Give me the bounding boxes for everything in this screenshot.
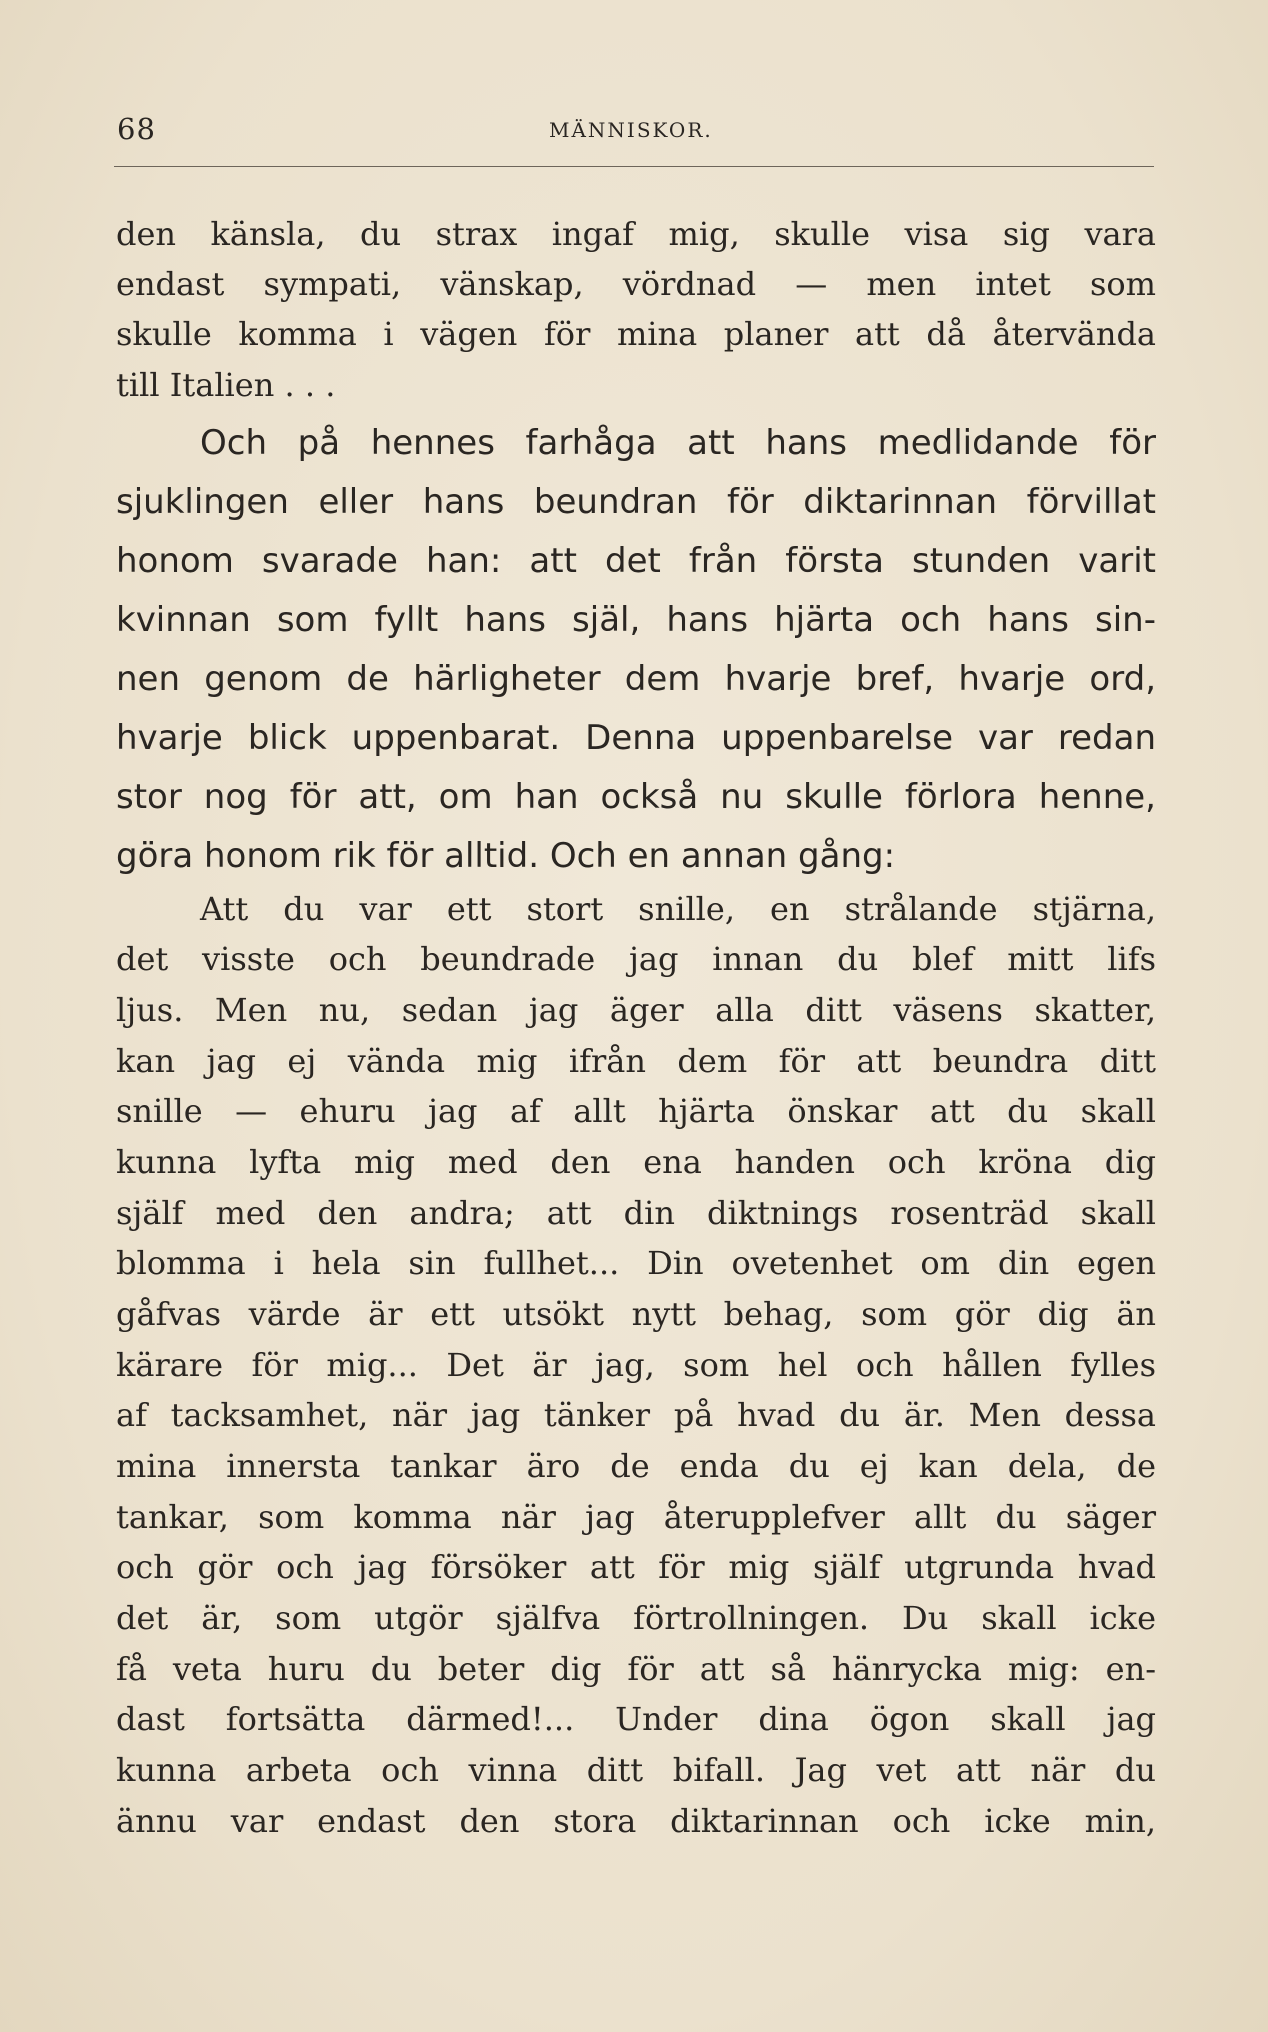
text-line: göra honom rik för alltid. Och en annan gång: — [116, 836, 896, 876]
text-line: kan jag ej vända mig ifrån dem för att beundra ditt — [116, 1042, 1156, 1080]
text-line: det visste och beundrade jag innan du blef mitt lifs — [116, 940, 1156, 978]
header-rule — [114, 166, 1154, 167]
text-line: dast fortsätta därmed!... Under dina ögon skall jag — [116, 1700, 1156, 1738]
page-header — [117, 112, 1153, 152]
page-number: 68 — [117, 112, 156, 146]
text-line: kärare för mig... Det är jag, som hel och hållen fylles — [116, 1346, 1156, 1384]
text-line: nen genom de härligheter dem hvarje bref, hvarje ord, — [116, 659, 1156, 699]
text-line: af tacksamhet, när jag tänker på hvad du är. Men dessa — [116, 1396, 1156, 1434]
text-line: det är, som utgör själfva förtrollningen. Du skall icke — [116, 1599, 1156, 1637]
text-line: Och på hennes farhåga att hans medlidande för — [200, 423, 1156, 463]
text-line: snille — ehuru jag af allt hjärta önskar att du skall — [116, 1092, 1156, 1130]
text-line: honom svarade han: att det från första stunden varit — [116, 541, 1156, 581]
text-line: kunna arbeta och vinna ditt bifall. Jag vet att när du — [116, 1751, 1156, 1789]
text-line: till Italien . . . — [116, 366, 336, 404]
text-line: blomma i hela sin fullhet... Din ovetenhet om din egen — [116, 1244, 1156, 1282]
text-line: skulle komma i vägen för mina planer att då återvända — [116, 315, 1156, 353]
text-line: själf med den andra; att din diktnings rosenträd skall — [116, 1194, 1156, 1232]
text-line: hvarje blick uppenbarat. Denna uppenbarelse var redan — [116, 718, 1156, 758]
text-line: stor nog för att, om han också nu skulle förlora henne, — [116, 777, 1156, 817]
text-line: ännu var endast den stora diktarinnan och icke min, — [116, 1802, 1156, 1840]
running-head: MÄNNISKOR. — [549, 118, 713, 142]
text-line: Att du var ett stort snille, en strålande stjärna, — [200, 890, 1156, 928]
text-line: kunna lyfta mig med den ena handen och kröna dig — [116, 1143, 1156, 1181]
text-line: den känsla, du strax ingaf mig, skulle visa sig vara — [116, 215, 1156, 253]
text-line: mina innersta tankar äro de enda du ej kan dela, de — [116, 1447, 1156, 1485]
text-line: få veta huru du beter dig för att så hänrycka mig: en- — [116, 1650, 1156, 1688]
text-line: ljus. Men nu, sedan jag äger alla ditt väsens skatter, — [116, 991, 1156, 1029]
text-line: sjuklingen eller hans beundran för diktarinnan förvillat — [116, 482, 1156, 522]
text-line: och gör och jag försöker att för mig själf utgrunda hvad — [116, 1548, 1156, 1586]
text-line: endast sympati, vänskap, vördnad — men intet som — [116, 265, 1156, 303]
text-line: tankar, som komma när jag återupplefver allt du säger — [116, 1498, 1156, 1536]
text-line: gåfvas värde är ett utsökt nytt behag, som gör dig än — [116, 1295, 1156, 1333]
text-line: kvinnan som fyllt hans själ, hans hjärta och hans sin- — [116, 600, 1156, 640]
